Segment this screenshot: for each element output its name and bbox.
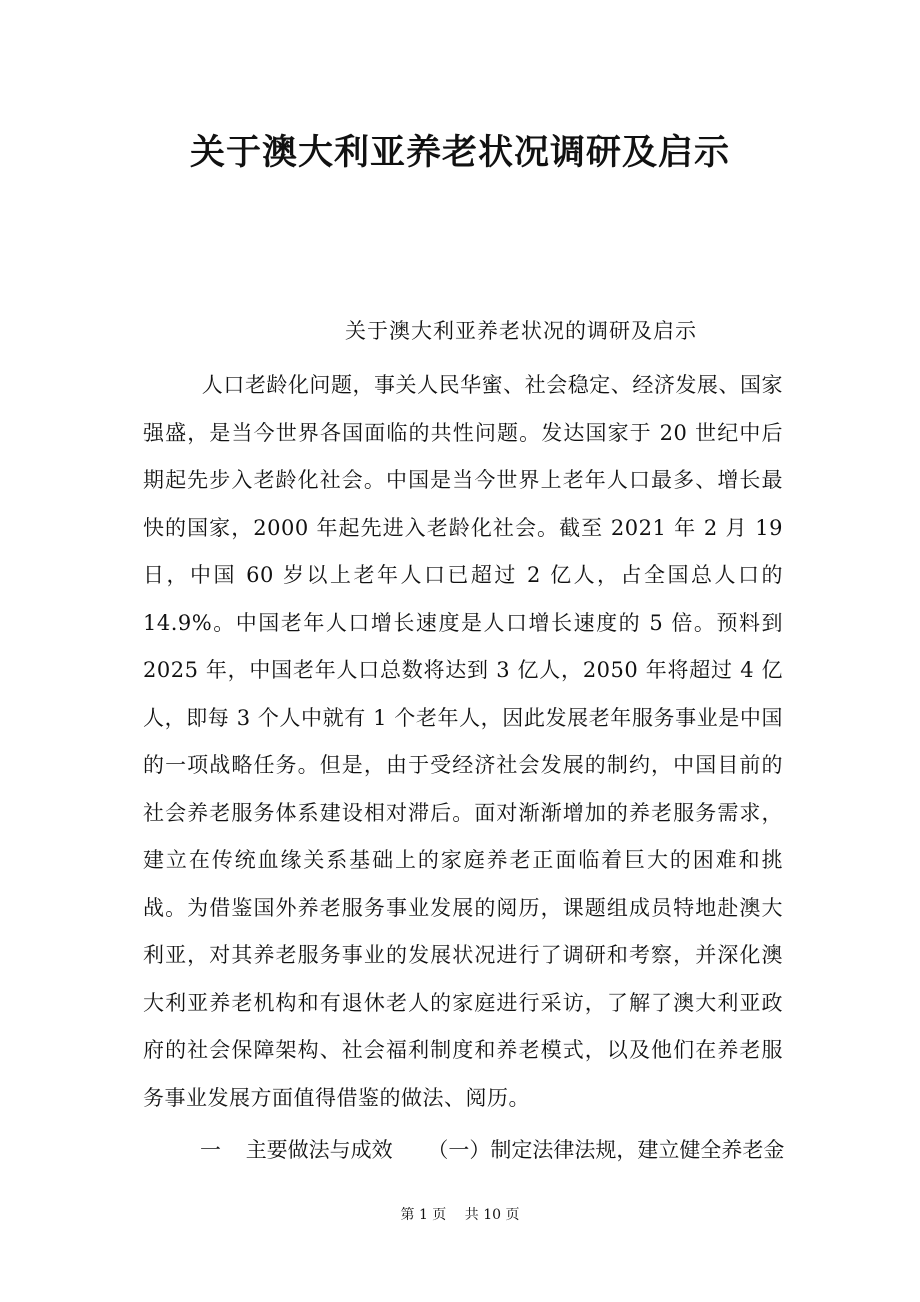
section-subheading: （一）制定法律法规，建立健全养老金 [427, 1138, 785, 1162]
body-text [143, 362, 783, 1122]
document-subtitle: 关于澳大利亚养老状况的调研及启示 [345, 319, 697, 343]
section-title: 主要做法与成效 [245, 1138, 393, 1162]
section-number: 一 [200, 1138, 221, 1162]
page-number: 第 1 页 [400, 1207, 447, 1223]
section-heading [200, 1130, 800, 1170]
document-title: 关于澳大利亚养老状况调研及启示 [189, 132, 730, 173]
page-total: 共 10 页 [464, 1207, 520, 1223]
paragraph: 人口老龄化问题，事关人民华蜜、社会稳定、经济发展、国家强盛，是当今世界各国面临的共性问题。发达国家于 20 世纪中后期起先步入老龄化社会。中国是当今世界上老年人口最多、增长最快的国家，2000 年起先进入老龄化社会。截至 2021 年 2 月 19 日，中国 60 岁以上老年人口已超过 2 亿人，占全国总人口的 14.9%。中国老年人口增长速度是人口增长速度的 5 倍。预料到 2025 年，中国老年人口总数将达到 3 亿人，2050 年将超过 4 亿人，即每 3 个人中就有 1 个老年人，因此发展老年服务事业是中国的一项战略任务。但是，由于受经济社会发展的制约，中国目前的社会养老服务体系建设相对滞后。面对渐渐增加的养老服务需求，建立在传统血缘关系基础上的家庭养老正面临着巨大的困难和挑战。为借鉴国外养老服务事业发展的阅历，课题组成员特地赴澳大利亚，对其养老服务事业的发展状况进行了调研和考察，并深化澳大利亚养老机构和有退休老人的家庭进行采访，了解了澳大利亚政府的社会保障架构、社会福利制度和养老模式，以及他们在养老服务事业发展方面值得借鉴的做法、阅历。 [143, 373, 783, 1110]
page-footer [0, 1205, 920, 1225]
